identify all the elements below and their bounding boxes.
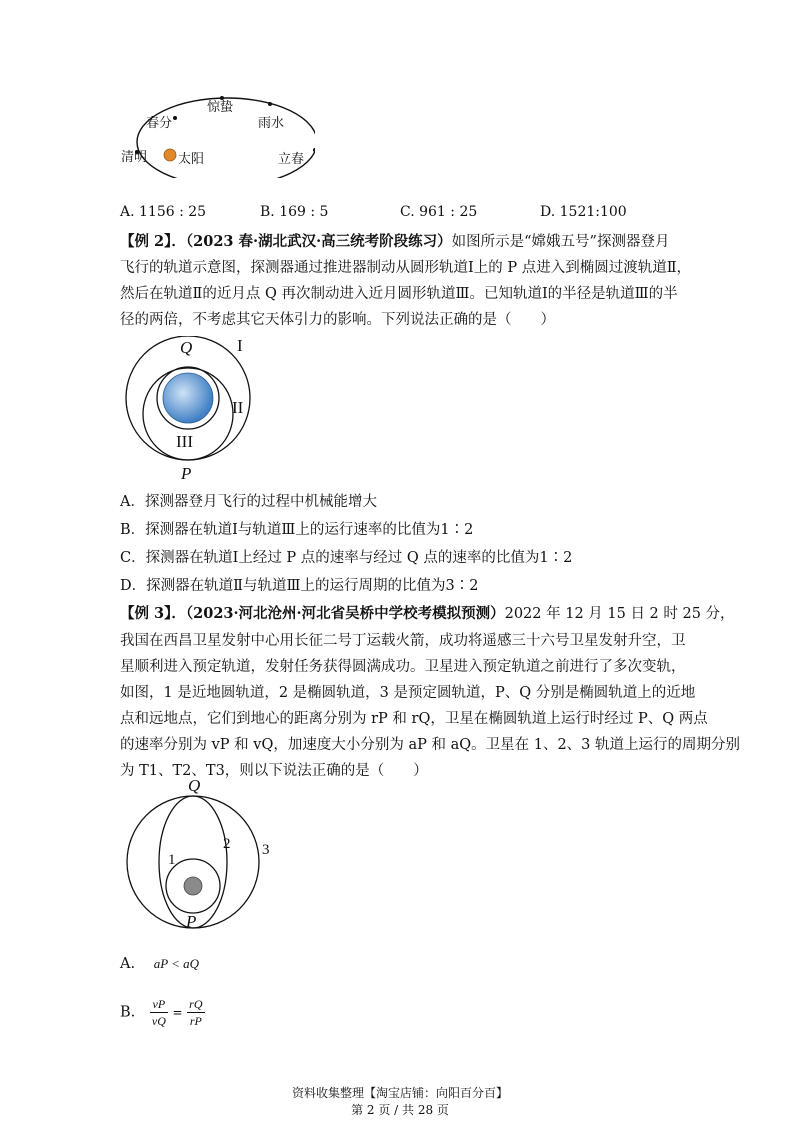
label-chunfen: 春分 bbox=[146, 116, 173, 131]
label-qingming: 清明 bbox=[121, 150, 148, 165]
example-3-line1: 2022 年 12 月 15 日 2 时 25 分， bbox=[504, 606, 735, 622]
satellite-orbit-diagram bbox=[118, 792, 288, 932]
example-3-line2: 我国在西昌卫星发射中心用长征二号丁运载火箭，成功将遥感三十六号卫星发射升空，卫 bbox=[120, 633, 686, 649]
example-2-line4: 径的两倍，不考虑其它天体引力的影响。下列说法正确的是（ ） bbox=[120, 312, 555, 328]
option-c: C. 961 : 25 bbox=[400, 204, 478, 220]
example-2-source: （2023 春·湖北武汉·高三统考阶段练习） bbox=[185, 233, 452, 250]
option-b: B. 169 : 5 bbox=[260, 204, 329, 220]
label-lichun: 立春 bbox=[278, 152, 305, 167]
fraction-denominator: vQ bbox=[151, 1014, 166, 1028]
example-2-option-d: D．探测器在轨道Ⅱ与轨道Ⅲ上的运行周期的比值为3∶2 bbox=[120, 578, 479, 594]
example-3-heading bbox=[120, 604, 735, 624]
ex3-label-q: Q bbox=[188, 776, 201, 795]
example-3-line5: 点和远地点，它们到地心的距离分别为 rP 和 rQ，卫星在椭圆轨道上运行时经过 P、Q 两点 bbox=[120, 711, 708, 727]
example-3-line6: 的速率分别为 vP 和 vQ，加速度大小分别为 aP 和 aQ。卫星在 1、2、3 轨道上运行的周期分别 bbox=[120, 737, 741, 753]
moon-icon bbox=[163, 373, 213, 423]
example-3-line3: 星顺利进入预定轨道，发射任务获得圆满成功。卫星进入预定轨道之前进行了多次变轨， bbox=[120, 659, 686, 675]
ex3-label-p: P bbox=[186, 912, 197, 931]
fraction-numerator: vP bbox=[150, 996, 168, 1013]
option-a-label: A. bbox=[120, 956, 136, 972]
fraction-v-ratio bbox=[150, 996, 168, 1029]
example-3-line7: 为 T1、T2、T3，则以下说法正确的是（ ） bbox=[120, 763, 428, 779]
example-2-line1: 如图所示是“嫦娥五号”探测器登月 bbox=[451, 234, 670, 250]
sun-icon bbox=[164, 149, 176, 161]
option-a: A. 1156 : 25 bbox=[120, 204, 207, 220]
ex3-label-orbit3: 3 bbox=[262, 842, 270, 858]
example-2-line2: 飞行的轨道示意图，探测器通过推进器制动从圆形轨道Ⅰ上的 P 点进入到椭圆过渡轨道Ⅱ， bbox=[120, 260, 692, 276]
fraction-denominator: rP bbox=[189, 1014, 202, 1028]
example-2-heading bbox=[120, 232, 669, 252]
fraction-r-ratio bbox=[187, 996, 204, 1029]
example-2-option-c: C．探测器在轨道Ⅰ上经过 P 点的速率与经过 Q 点的速率的比值为1∶2 bbox=[120, 550, 573, 566]
earth-icon bbox=[184, 877, 202, 895]
example-3-option-b bbox=[120, 996, 205, 1029]
example-2-option-a: A．探测器登月飞行的过程中机械能增大 bbox=[120, 494, 377, 510]
example-2-option-b: B．探测器在轨道Ⅰ与轨道Ⅲ上的运行速率的比值为1∶2 bbox=[120, 522, 474, 538]
example-3-tag: 【例 3】． bbox=[120, 605, 186, 622]
label-yushui: 雨水 bbox=[258, 116, 285, 131]
option-a-expression: aP < aQ bbox=[153, 956, 200, 971]
equals-sign: = bbox=[172, 1005, 183, 1020]
footer-page-number: 第 2 页 / 共 28 页 bbox=[351, 1103, 449, 1117]
ex2-label-orbit3: III bbox=[176, 432, 193, 451]
ex2-label-orbit2: II bbox=[232, 398, 244, 417]
fraction-numerator: rQ bbox=[189, 997, 203, 1011]
lunar-orbit-diagram bbox=[118, 336, 278, 486]
ex2-label-q: Q bbox=[180, 338, 193, 357]
label-jingzhe: 惊蛰 bbox=[207, 100, 234, 115]
example-2-line3: 然后在轨道Ⅱ的近月点 Q 再次制动进入近月圆形轨道Ⅲ。已知轨道Ⅰ的半径是轨道Ⅲ的半 bbox=[120, 286, 678, 302]
ex2-label-p: P bbox=[181, 464, 192, 483]
example-2-orbit-figure bbox=[118, 336, 278, 486]
example-3-source: （2023·河北沧州·河北省吴桥中学校考模拟预测） bbox=[185, 605, 505, 622]
label-sun: 太阳 bbox=[178, 152, 205, 167]
ex2-label-orbit1: I bbox=[237, 336, 243, 355]
option-b-label: B. bbox=[120, 1004, 136, 1021]
ex3-label-orbit1: 1 bbox=[168, 852, 176, 868]
example-3-option-a bbox=[120, 954, 199, 974]
option-d: D. 1521:100 bbox=[540, 204, 627, 220]
footer-source: 资料收集整理【淘宝店铺：向阳百分百】 bbox=[291, 1086, 508, 1100]
example-2-tag: 【例 2】． bbox=[120, 233, 186, 250]
ex3-label-orbit2: 2 bbox=[223, 836, 231, 852]
example-3-line4: 如图，1 是近地圆轨道，2 是椭圆轨道，3 是预定圆轨道，P、Q 分别是椭圆轨道上的近地 bbox=[120, 685, 696, 701]
example-3-orbit-figure bbox=[118, 792, 288, 932]
